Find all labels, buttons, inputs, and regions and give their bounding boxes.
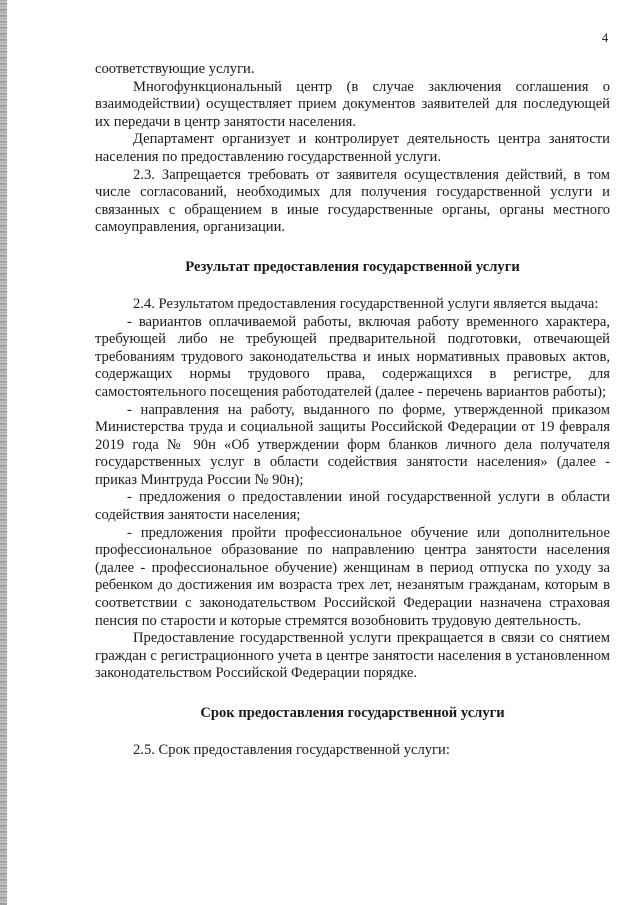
- section-heading: Срок предоставления государственной услуги: [200, 705, 505, 721]
- list-item: - вариантов оплачиваемой работы, включая работу временного характера, требующей либо не требующей предварительной подготовки, отвечающей требованиям трудового законодательства и иных нормативных правовых актов, содержащих нормы трудового права, содержащихся в регистре, для самостоятельного посещения работодателей (далее - перечень вариантов работы);: [95, 313, 610, 400]
- paragraph: Многофункциональный центр (в случае заключения соглашения о взаимодействии) осуществляет прием документов заявителей для последующей их передачи в центр занятости населения.: [95, 78, 610, 130]
- document-page: [95, 30, 610, 760]
- paragraph: 2.4. Результатом предоставления государственной услуги является выдача:: [133, 295, 599, 312]
- section-heading: Результат предоставления государственной услуги: [185, 258, 520, 275]
- paragraph: Департамент организует и контролирует деятельность центра занятости населения по предоставлению государственной услуги.: [95, 131, 610, 165]
- paragraph: Предоставление государственной услуги прекращается в связи со снятием граждан с регистрационного учета в центре занятости населения в установленном законодательством Российской Федерации порядке.: [95, 630, 610, 682]
- scan-edge: [0, 0, 7, 905]
- paragraph: 2.5. Срок предоставления государственной услуги:: [133, 742, 450, 758]
- list-item: - предложения пройти профессиональное обучение или дополнительное профессиональное образование по направлению центра занятости населения (далее - профессиональное обучение) женщинам в период отпуска по уходу за ребенком до достижения им возраста трех лет, незанятым гражданам, которым в соответствии с законодательством Российской Федерации назначена страховая пенсия по старости и которые стремятся возобновить трудовую деятельность.: [95, 524, 610, 629]
- list-item: - предложения о предоставлении иной государственной услуги в области содействия занятости населения;: [95, 489, 610, 524]
- paragraph: 2.3. Запрещается требовать от заявителя осуществления действий, в том числе согласований, необходимых для получения государственной услуги и связанных с обращением в иные государственные органы, органы местного самоуправления, организации.: [95, 166, 610, 236]
- paragraph: соответствующие услуги.: [95, 61, 255, 77]
- page-number: 4: [601, 30, 609, 45]
- list-item: - направления на работу, выданного по форме, утвержденной приказом Министерства труда и социальной защиты Российской Федерации от 19 февраля 2019 года № 90н «Об утверждении форм бланков личного дела получателя государственных услуг в области содействия занятости населения» (далее - приказ Минтруда России № 90н);: [95, 401, 610, 488]
